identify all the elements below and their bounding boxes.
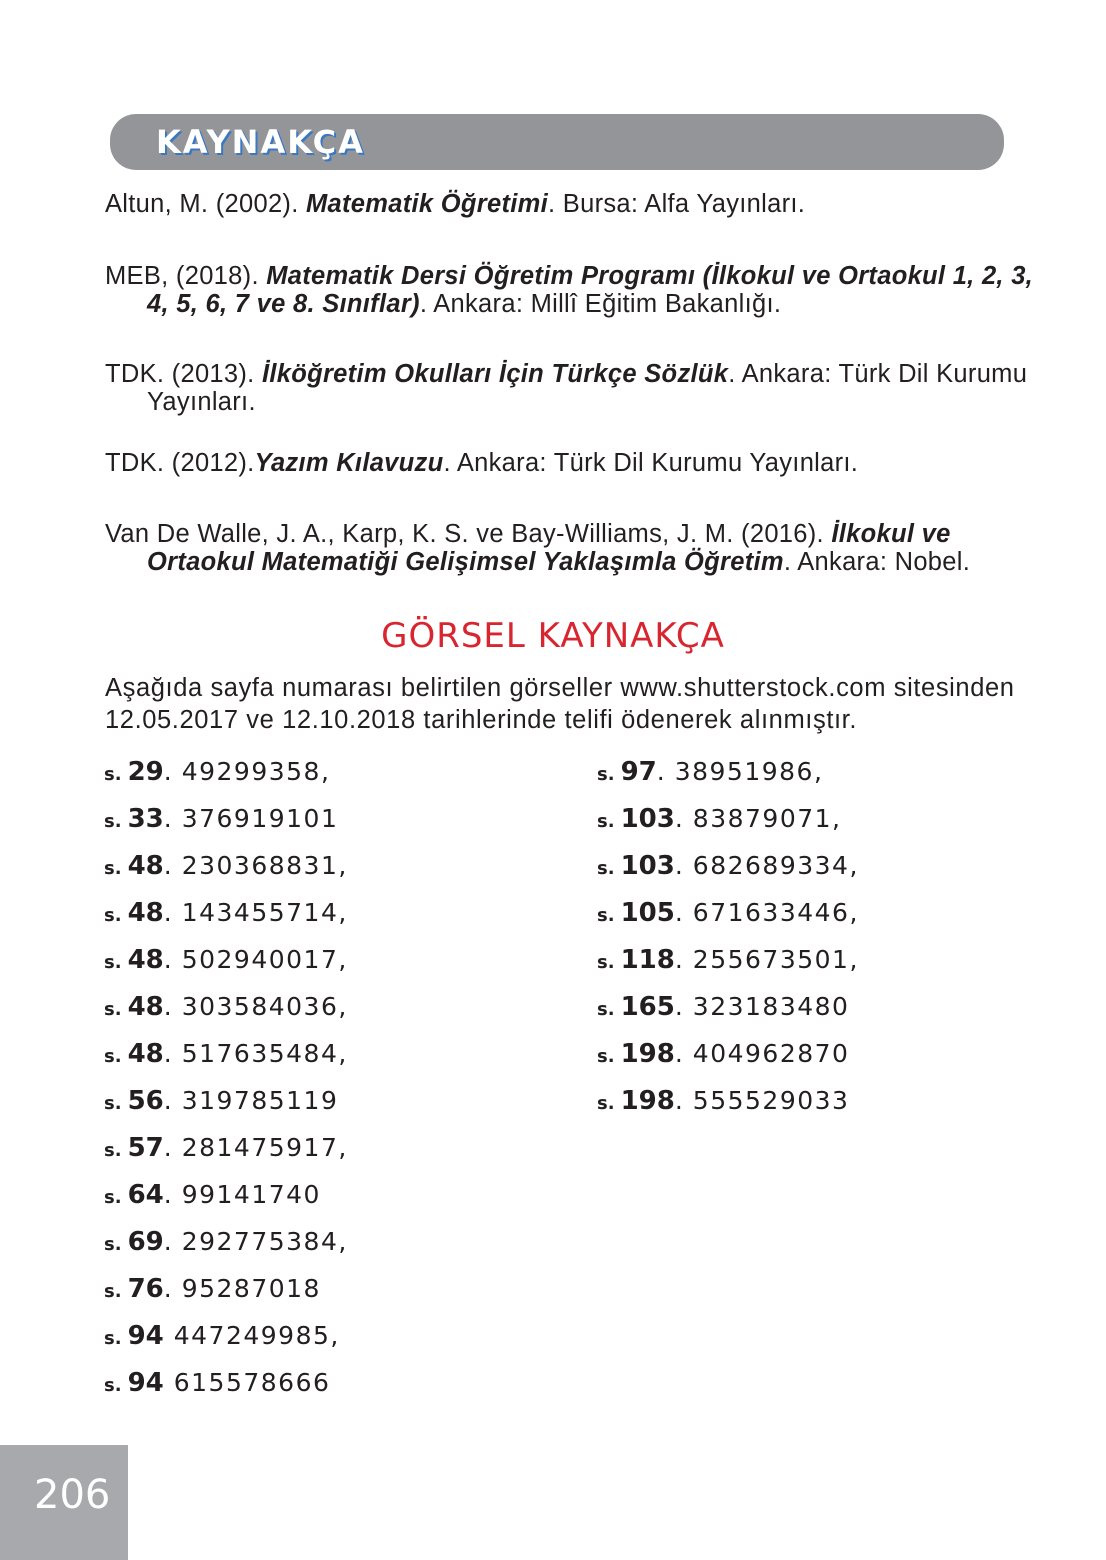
reference-entry — [105, 520, 1055, 576]
reference-lead: TDK. (2012). — [105, 449, 255, 477]
reference-title: Matematik Öğretimi — [305, 190, 549, 218]
page-ref: 48 — [127, 945, 164, 975]
image-source-item — [104, 944, 348, 991]
page-prefix: s. — [104, 905, 122, 926]
image-source-item — [104, 756, 348, 803]
reference-tail: . Ankara: Türk Dil Kurumu Yayınları. — [147, 360, 1028, 416]
page-ref: 69 — [127, 1227, 164, 1257]
separator: . — [674, 804, 683, 833]
image-id: 319785119 — [181, 1086, 339, 1115]
separator: . — [163, 804, 172, 833]
page-prefix: s. — [104, 764, 122, 785]
image-list-left — [104, 756, 348, 1414]
image-id: 303584036, — [181, 992, 348, 1021]
page-ref: 48 — [127, 898, 164, 928]
image-source-item — [104, 1367, 348, 1414]
image-source-item — [104, 1320, 348, 1367]
page-prefix: s. — [104, 811, 122, 832]
image-source-item — [597, 944, 859, 991]
image-source-item — [104, 897, 348, 944]
image-id: 502940017, — [181, 945, 348, 974]
image-source-item — [597, 1038, 859, 1085]
page-ref: 198 — [620, 1086, 675, 1116]
separator: . — [163, 898, 172, 927]
section-title: KAYNAKÇA — [156, 123, 365, 161]
page-prefix: s. — [597, 764, 615, 785]
image-id: 682689334, — [692, 851, 859, 880]
page-number-box — [0, 1445, 128, 1560]
image-id: 99141740 — [181, 1180, 321, 1209]
image-source-item — [104, 1179, 348, 1226]
reference-title: Matematik Dersi Öğretim Programı (İlkokul ve Ortaokul 1, 2, 3, 4, 5, 6, 7 ve 8. Sınıflar) — [147, 262, 1034, 318]
reference-lead: Altun, M. (2002). — [105, 190, 306, 218]
image-id: 83879071, — [692, 804, 842, 833]
image-source-item — [597, 897, 859, 944]
separator: . — [656, 757, 665, 786]
page-prefix: s. — [104, 1093, 122, 1114]
image-id: 143455714, — [181, 898, 348, 927]
separator: . — [163, 945, 172, 974]
reference-tail: . Ankara: Nobel. — [783, 548, 971, 576]
page-ref: 29 — [127, 757, 164, 787]
separator: . — [163, 1227, 172, 1256]
image-source-item — [597, 756, 859, 803]
image-id: 230368831, — [181, 851, 348, 880]
separator: . — [163, 1180, 172, 1209]
page-ref: 94 — [127, 1368, 164, 1398]
separator: . — [674, 1086, 683, 1115]
separator: . — [674, 1039, 683, 1068]
reference-entry — [105, 262, 1055, 318]
page-ref: 57 — [127, 1133, 164, 1163]
image-id: 95287018 — [181, 1274, 321, 1303]
page-ref: 165 — [620, 992, 675, 1022]
image-source-item — [597, 850, 859, 897]
reference-title: İlkokul ve Ortaokul Matematiği Gelişimsel Yaklaşımla Öğretim — [147, 520, 951, 576]
reference-tail: . Bursa: Alfa Yayınları. — [548, 190, 806, 218]
reference-tail: . Ankara: Türk Dil Kurumu Yayınları. — [443, 449, 859, 477]
reference-entry — [105, 449, 858, 477]
image-id: 517635484, — [181, 1039, 348, 1068]
page-ref: 48 — [127, 1039, 164, 1069]
image-id: 555529033 — [692, 1086, 850, 1115]
image-id: 404962870 — [692, 1039, 850, 1068]
page-ref: 33 — [127, 804, 164, 834]
separator: . — [674, 898, 683, 927]
reference-title: İlköğretim Okulları İçin Türkçe Sözlük — [261, 360, 729, 388]
separator: . — [163, 757, 172, 786]
page-prefix: s. — [104, 952, 122, 973]
page-ref: 48 — [127, 851, 164, 881]
reference-lead: TDK. (2013). — [105, 360, 262, 388]
section-header-bar — [110, 114, 1004, 170]
image-source-item — [597, 991, 859, 1038]
image-source-item — [104, 1273, 348, 1320]
image-id: 447249985, — [173, 1321, 340, 1350]
separator: . — [163, 851, 172, 880]
image-source-item — [104, 991, 348, 1038]
page-prefix: s. — [104, 1140, 122, 1161]
image-id: 323183480 — [692, 992, 850, 1021]
page-ref: 56 — [127, 1086, 164, 1116]
page-prefix: s. — [104, 1375, 122, 1396]
page-ref: 97 — [620, 757, 657, 787]
visual-sources-title: GÖRSEL KAYNAKÇA — [381, 616, 725, 656]
separator: . — [163, 1133, 172, 1162]
reference-entry — [105, 190, 805, 218]
reference-title: Yazım Kılavuzu — [254, 449, 444, 477]
reference-lead: MEB, (2018). — [105, 262, 267, 290]
page-prefix: s. — [597, 999, 615, 1020]
page-prefix: s. — [104, 1234, 122, 1255]
reference-lead: Van De Walle, J. A., Karp, K. S. ve Bay-Williams, J. M. (2016). — [105, 520, 832, 548]
page-ref: 94 — [127, 1321, 164, 1351]
page-ref: 76 — [127, 1274, 164, 1304]
separator: . — [674, 851, 683, 880]
page-ref: 105 — [620, 898, 675, 928]
image-source-item — [104, 1085, 348, 1132]
page-prefix: s. — [597, 858, 615, 879]
visual-sources-intro: Aşağıda sayfa numarası belirtilen görseller www.shutterstock.com sitesinden 12.05.2017 ve 12.10.2018 tarihlerinde telifi ödenerek alınmıştır. — [105, 674, 1015, 734]
reference-entry — [105, 360, 1055, 416]
image-source-item — [597, 803, 859, 850]
reference-tail: . Ankara: Millî Eğitim Bakanlığı. — [419, 290, 782, 318]
image-id: 38951986, — [674, 757, 824, 786]
image-source-item — [597, 1085, 859, 1132]
page-prefix: s. — [597, 1093, 615, 1114]
image-id: 281475917, — [181, 1133, 348, 1162]
page-prefix: s. — [104, 1328, 122, 1349]
image-id: 292775384, — [181, 1227, 348, 1256]
image-source-item — [104, 1132, 348, 1179]
separator: . — [674, 992, 683, 1021]
image-id: 49299358, — [181, 757, 331, 786]
page-ref: 118 — [620, 945, 675, 975]
image-source-item — [104, 850, 348, 897]
image-id: 615578666 — [173, 1368, 331, 1397]
page-prefix: s. — [104, 999, 122, 1020]
image-id: 671633446, — [692, 898, 859, 927]
separator: . — [163, 1039, 172, 1068]
page-ref: 103 — [620, 804, 675, 834]
page-number: 206 — [34, 1472, 111, 1518]
page-ref: 48 — [127, 992, 164, 1022]
image-id: 255673501, — [692, 945, 859, 974]
image-list-right — [597, 756, 859, 1132]
image-id: 376919101 — [181, 804, 339, 833]
page-ref: 64 — [127, 1180, 164, 1210]
page-prefix: s. — [597, 905, 615, 926]
image-source-item — [104, 803, 348, 850]
page-prefix: s. — [104, 1281, 122, 1302]
page-prefix: s. — [104, 1187, 122, 1208]
page-prefix: s. — [597, 1046, 615, 1067]
image-source-item — [104, 1226, 348, 1273]
page-ref: 103 — [620, 851, 675, 881]
separator: . — [674, 945, 683, 974]
separator: . — [163, 992, 172, 1021]
page-prefix: s. — [104, 1046, 122, 1067]
page-ref: 198 — [620, 1039, 675, 1069]
page-prefix: s. — [597, 811, 615, 832]
page-prefix: s. — [597, 952, 615, 973]
image-source-item — [104, 1038, 348, 1085]
separator: . — [163, 1274, 172, 1303]
page-prefix: s. — [104, 858, 122, 879]
separator: . — [163, 1086, 172, 1115]
